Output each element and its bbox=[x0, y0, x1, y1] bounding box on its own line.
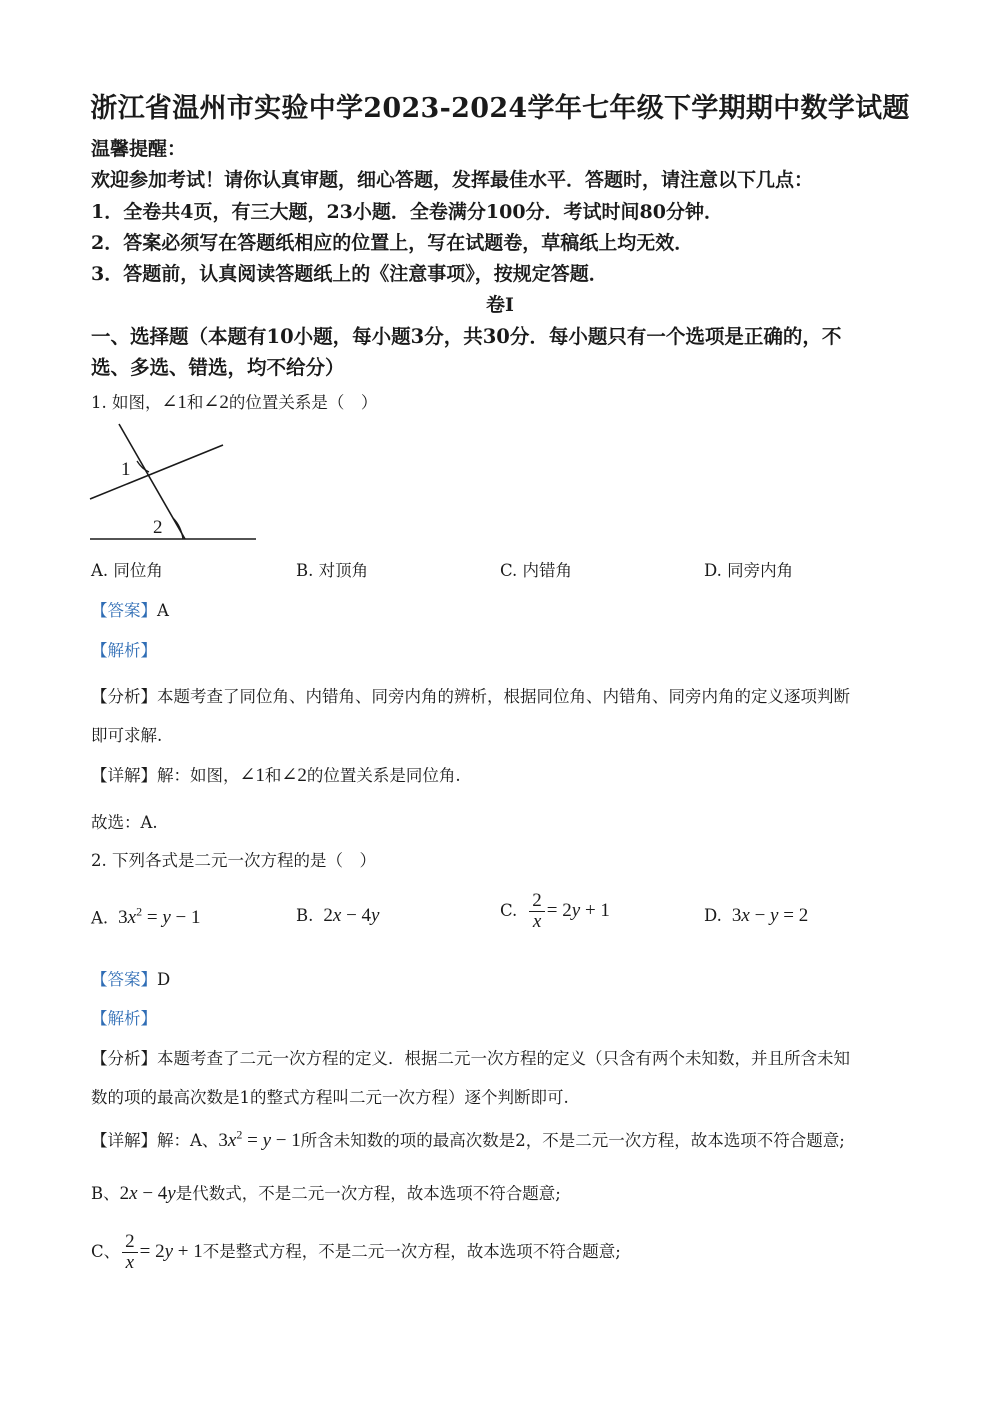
option-a: A. 同位角 bbox=[91, 561, 163, 580]
option-label: C. bbox=[500, 900, 518, 920]
notice-intro: 欢迎参加考试！请你认真审题，细心答题，发挥最佳水平．答题时，请注意以下几点： bbox=[91, 169, 814, 191]
notice-point: 2．答案必须写在答题纸相应的位置上，写在试题卷，草稿纸上均无效． bbox=[91, 232, 694, 254]
xiangjie-text: B、 bbox=[91, 1184, 120, 1203]
figure-label-2: 2 bbox=[153, 517, 163, 538]
stem-text: 1. 如图， bbox=[91, 393, 162, 412]
transversal-line bbox=[119, 424, 185, 539]
xiangjie-text: 解：A、 bbox=[157, 1131, 219, 1150]
fenxi-text: 本题考查了二元一次方程的定义．根据二元一次方程的定义（只含有两个未知数，并且所含未知 bbox=[157, 1049, 850, 1068]
figure-label-1: 1 bbox=[121, 459, 131, 480]
section-heading: 一、选择题（本题有10小题，每小题3分，共30分．每小题只有一个选项是正确的，不 bbox=[91, 325, 842, 348]
xiangjie-line-a bbox=[91, 1127, 845, 1152]
angle-2-symbol: ∠2 bbox=[203, 392, 229, 413]
answer-value: D bbox=[157, 970, 171, 989]
xiangjie-text: 所含未知数的项的最高次数是2，不是二元一次方程，故本选项不符合题意; bbox=[300, 1131, 845, 1150]
xiangjie-text: C、 bbox=[91, 1241, 121, 1261]
stem-text: 的位置关系是（ ） bbox=[228, 393, 378, 412]
answer-tag: 【答案】 bbox=[91, 601, 157, 620]
angle-figure bbox=[85, 420, 265, 545]
equation-c: $\frac{2}{x}$ = 2y + 1 bbox=[523, 900, 610, 921]
fenxi-text: 本题考查了同位角、内错角、同旁内角的辨析，根据同位角、内错角、同旁内角的定义逐项判断 bbox=[157, 687, 850, 706]
equation-b: 2x − 4y bbox=[119, 1183, 176, 1204]
question-2-stem: 2. 下列各式是二元一次方程的是（ ） bbox=[91, 851, 376, 870]
equation-a: $3x^2 = y - 1$ bbox=[218, 1127, 301, 1151]
xiangjie-text: 不是整式方程，不是二元一次方程，故本选项不符合题意; bbox=[202, 1241, 621, 1261]
notice-point: 1．全卷共4页，有三大题，23小题．全卷满分100分．考试时间80分钟． bbox=[91, 201, 723, 223]
option-label: D. bbox=[704, 906, 722, 925]
equation-c: $\frac{2}{x}$ = 2y + 1 bbox=[120, 1241, 203, 1262]
xiangjie-line-b bbox=[91, 1180, 561, 1205]
fenxi-line-cont: 数的项的最高次数是1的整式方程叫二元一次方程）逐个判断即可. bbox=[91, 1088, 569, 1107]
xiangjie-text: 解：如图， bbox=[157, 766, 240, 785]
xiangjie-text: 的位置关系是同位角. bbox=[306, 766, 461, 785]
notice-point: 3．答题前，认真阅读答题纸上的《注意事项》，按规定答题． bbox=[91, 263, 608, 285]
question-1-stem bbox=[91, 389, 377, 414]
fenxi-tag: 【分析】 bbox=[91, 1049, 157, 1068]
notice-heading: 温馨提醒： bbox=[91, 138, 187, 160]
page-title: 浙江省温州市实验中学2023-2024学年七年级下学期期中数学试题 bbox=[90, 93, 910, 124]
xiangjie-text: 是代数式，不是二元一次方程，故本选项不符合题意; bbox=[175, 1184, 561, 1203]
answer-tag: 【答案】 bbox=[91, 970, 157, 989]
conclusion: 故选：A. bbox=[91, 813, 158, 832]
option-b bbox=[296, 905, 379, 927]
analysis-tag: 【解析】 bbox=[91, 1009, 157, 1028]
equation-d: 3x − y = 2 bbox=[727, 905, 809, 926]
option-c bbox=[500, 891, 610, 932]
angle-1-symbol: ∠1 bbox=[239, 765, 265, 786]
option-label: B. bbox=[296, 906, 314, 925]
fenxi-tag: 【分析】 bbox=[91, 687, 157, 706]
equation-b: 2x − 4y bbox=[318, 905, 380, 926]
stem-text: 和 bbox=[186, 393, 204, 412]
xiangjie-line-c bbox=[91, 1232, 621, 1273]
angle-1-symbol: ∠1 bbox=[161, 392, 187, 413]
answer-line bbox=[91, 966, 170, 990]
volume-label: 卷I bbox=[486, 294, 514, 316]
xiangjie-tag: 【详解】 bbox=[91, 766, 157, 785]
option-a bbox=[91, 905, 200, 929]
answer-line bbox=[91, 597, 169, 621]
option-d bbox=[704, 905, 808, 927]
answer-value: A bbox=[157, 601, 169, 620]
angle-2-symbol: ∠2 bbox=[281, 765, 307, 786]
equation-a: $3x^2 = y - 1$ bbox=[113, 905, 201, 929]
fenxi-line bbox=[91, 1045, 850, 1069]
section-heading-cont: 选、多选、错选，均不给分） bbox=[91, 356, 345, 379]
option-b: B. 对顶角 bbox=[296, 561, 369, 580]
option-c: C. 内错角 bbox=[500, 561, 573, 580]
option-label: A. bbox=[91, 908, 109, 928]
analysis-tag: 【解析】 bbox=[91, 641, 157, 660]
xiangjie-line bbox=[91, 762, 461, 787]
xiangjie-text: 和 bbox=[264, 766, 282, 785]
xiangjie-tag: 【详解】 bbox=[91, 1131, 157, 1150]
fenxi-line-cont: 即可求解. bbox=[91, 726, 163, 745]
option-d: D. 同旁内角 bbox=[704, 561, 794, 580]
fenxi-line bbox=[91, 683, 850, 707]
